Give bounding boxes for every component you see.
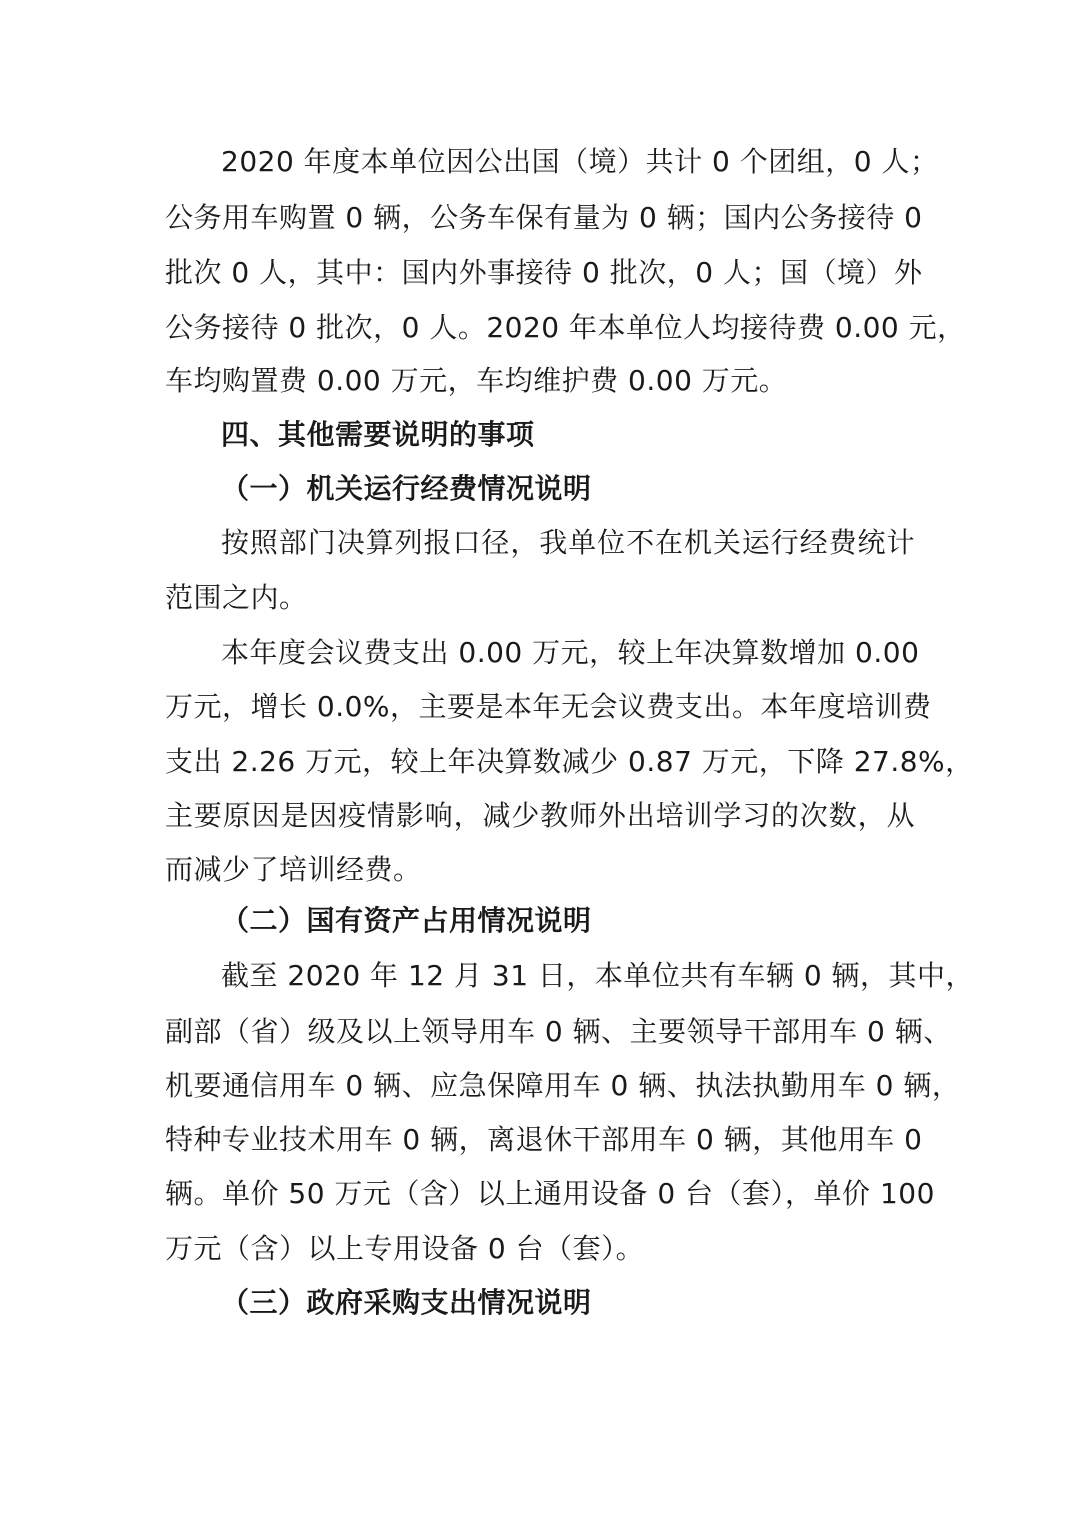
paragraph-line: 截至 2020 年 12 月 31 日，本单位共有车辆 0 辆，其中，: [221, 959, 975, 992]
paragraph-line: 而减少了培训经费。: [165, 853, 422, 886]
paragraph-line: 公务用车购置 0 辆，公务车保有量为 0 辆；国内公务接待 0: [165, 201, 923, 234]
paragraph-line: 批次 0 人，其中：国内外事接待 0 批次，0 人；国（境）外: [165, 256, 923, 289]
paragraph-line: 辆。单价 50 万元（含）以上通用设备 0 台（套），单价 100: [165, 1177, 935, 1210]
subsection-heading: （一）机关运行经费情况说明: [221, 472, 592, 505]
paragraph-line: 按照部门决算列报口径，我单位不在机关运行经费统计: [221, 526, 915, 559]
subsection-heading: （三）政府采购支出情况说明: [221, 1286, 592, 1319]
paragraph-line: 支出 2.26 万元，较上年决算数减少 0.87 万元，下降 27.8%，: [165, 745, 974, 778]
paragraph-line: 主要原因是因疫情影响，减少教师外出培训学习的次数，从: [165, 799, 915, 832]
paragraph-line: 2020 年度本单位因公出国（境）共计 0 个团组，0 人；: [221, 145, 939, 178]
paragraph-line: 副部（省）级及以上领导用车 0 辆、主要领导干部用车 0 辆、: [165, 1015, 952, 1048]
paragraph-line: 机要通信用车 0 辆、应急保障用车 0 辆、执法执勤用车 0 辆，: [165, 1069, 961, 1102]
paragraph-line: 万元（含）以上专用设备 0 台（套）。: [165, 1232, 645, 1265]
paragraph-line: 公务接待 0 批次，0 人。2020 年本单位人均接待费 0.00 元，: [165, 311, 966, 344]
paragraph-line: 万元，增长 0.0%，主要是本年无会议费支出。本年度培训费: [165, 690, 932, 723]
paragraph-line: 特种专业技术用车 0 辆，离退休干部用车 0 辆，其他用车 0: [165, 1123, 923, 1156]
paragraph-line: 本年度会议费支出 0.00 万元，较上年决算数增加 0.00: [221, 636, 920, 669]
subsection-heading: （二）国有资产占用情况说明: [221, 904, 592, 937]
paragraph-line: 范围之内。: [165, 581, 308, 614]
paragraph-line: 车均购置费 0.00 万元，车均维护费 0.00 万元。: [165, 364, 788, 397]
section-heading: 四、其他需要说明的事项: [221, 418, 535, 451]
